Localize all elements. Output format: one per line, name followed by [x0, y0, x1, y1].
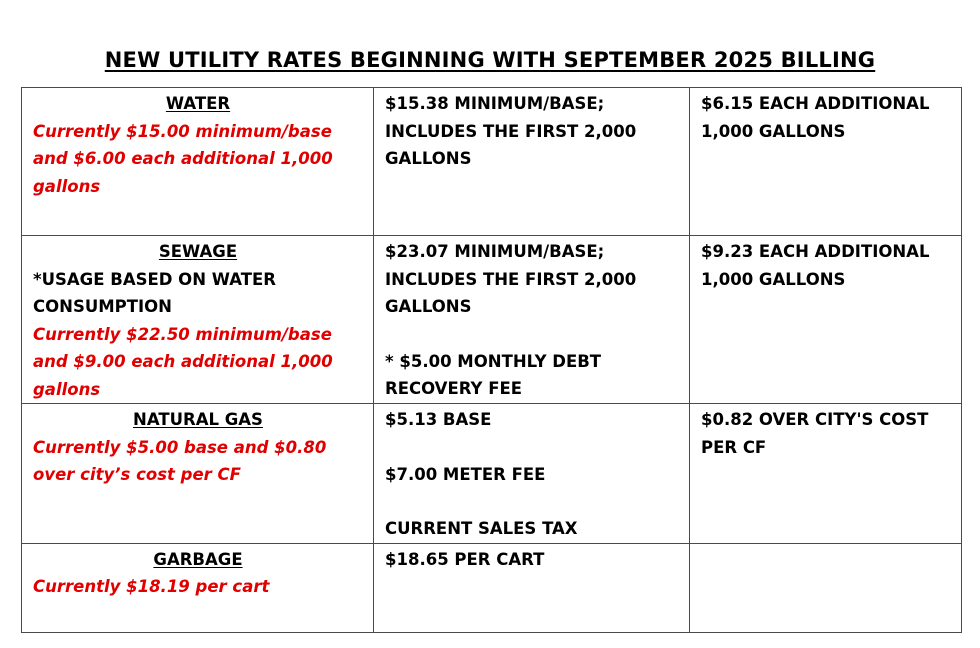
service-cell — [22, 88, 374, 236]
service-note: *USAGE BASED ON WATER CONSUMPTION — [33, 269, 276, 316]
base-rate-cell — [374, 404, 690, 544]
additional-rate-cell — [690, 543, 962, 632]
additional-rate-text: $0.82 OVER CITY'S COST PER CF — [701, 410, 935, 457]
additional-rate-cell — [690, 236, 962, 404]
current-rate-text: Currently $22.50 minimum/base and $9.00 each additional 1,000 gallons — [33, 324, 333, 399]
additional-rate-text: $6.15 EACH ADDITIONAL 1,000 GALLONS — [701, 94, 936, 141]
service-cell — [22, 236, 374, 404]
additional-rate-cell — [690, 88, 962, 236]
table-row-natural-gas — [22, 404, 962, 544]
base-rate-cell — [374, 236, 690, 404]
service-name: GARBAGE — [153, 549, 243, 569]
service-cell — [22, 404, 374, 544]
service-name: WATER — [165, 94, 231, 113]
debt-recovery-fee-text: * $5.00 MONTHLY DEBT RECOVERY FEE — [385, 351, 607, 398]
current-rate-text: Currently $15.00 minimum/base and $6.00 each additional 1,000 gallons — [33, 121, 333, 196]
meter-fee-text: $7.00 METER FEE — [385, 464, 546, 484]
base-rate-text: $18.65 PER CART — [385, 549, 545, 569]
table-row-sewage — [22, 236, 962, 404]
base-rate-cell — [374, 543, 690, 632]
page-title-text: NEW UTILITY RATES BEGINNING WITH SEPTEMBER 2025 BILLING — [104, 48, 876, 72]
base-rate-text: $15.38 MINIMUM/BASE; INCLUDES THE FIRST 2,000 GALLONS — [385, 94, 642, 168]
rates-table — [21, 87, 962, 633]
base-rate-text: $5.13 BASE — [385, 410, 492, 429]
sales-tax-text: CURRENT SALES TAX — [385, 519, 578, 538]
additional-rate-text: $9.23 EACH ADDITIONAL 1,000 GALLONS — [701, 242, 936, 289]
base-rate-text: $23.07 MINIMUM/BASE; INCLUDES THE FIRST 2,000 GALLONS — [385, 242, 642, 316]
page-title — [0, 48, 980, 72]
table-row-garbage — [22, 543, 962, 632]
base-rate-cell — [374, 88, 690, 236]
service-name: NATURAL GAS — [133, 410, 263, 429]
service-name: SEWAGE — [158, 242, 238, 261]
service-cell — [22, 543, 374, 632]
additional-rate-cell — [690, 404, 962, 544]
table-row-water — [22, 88, 962, 236]
current-rate-text: Currently $18.19 per cart — [33, 577, 270, 596]
current-rate-text: Currently $5.00 base and $0.80 over city’s cost per CF — [33, 437, 327, 484]
